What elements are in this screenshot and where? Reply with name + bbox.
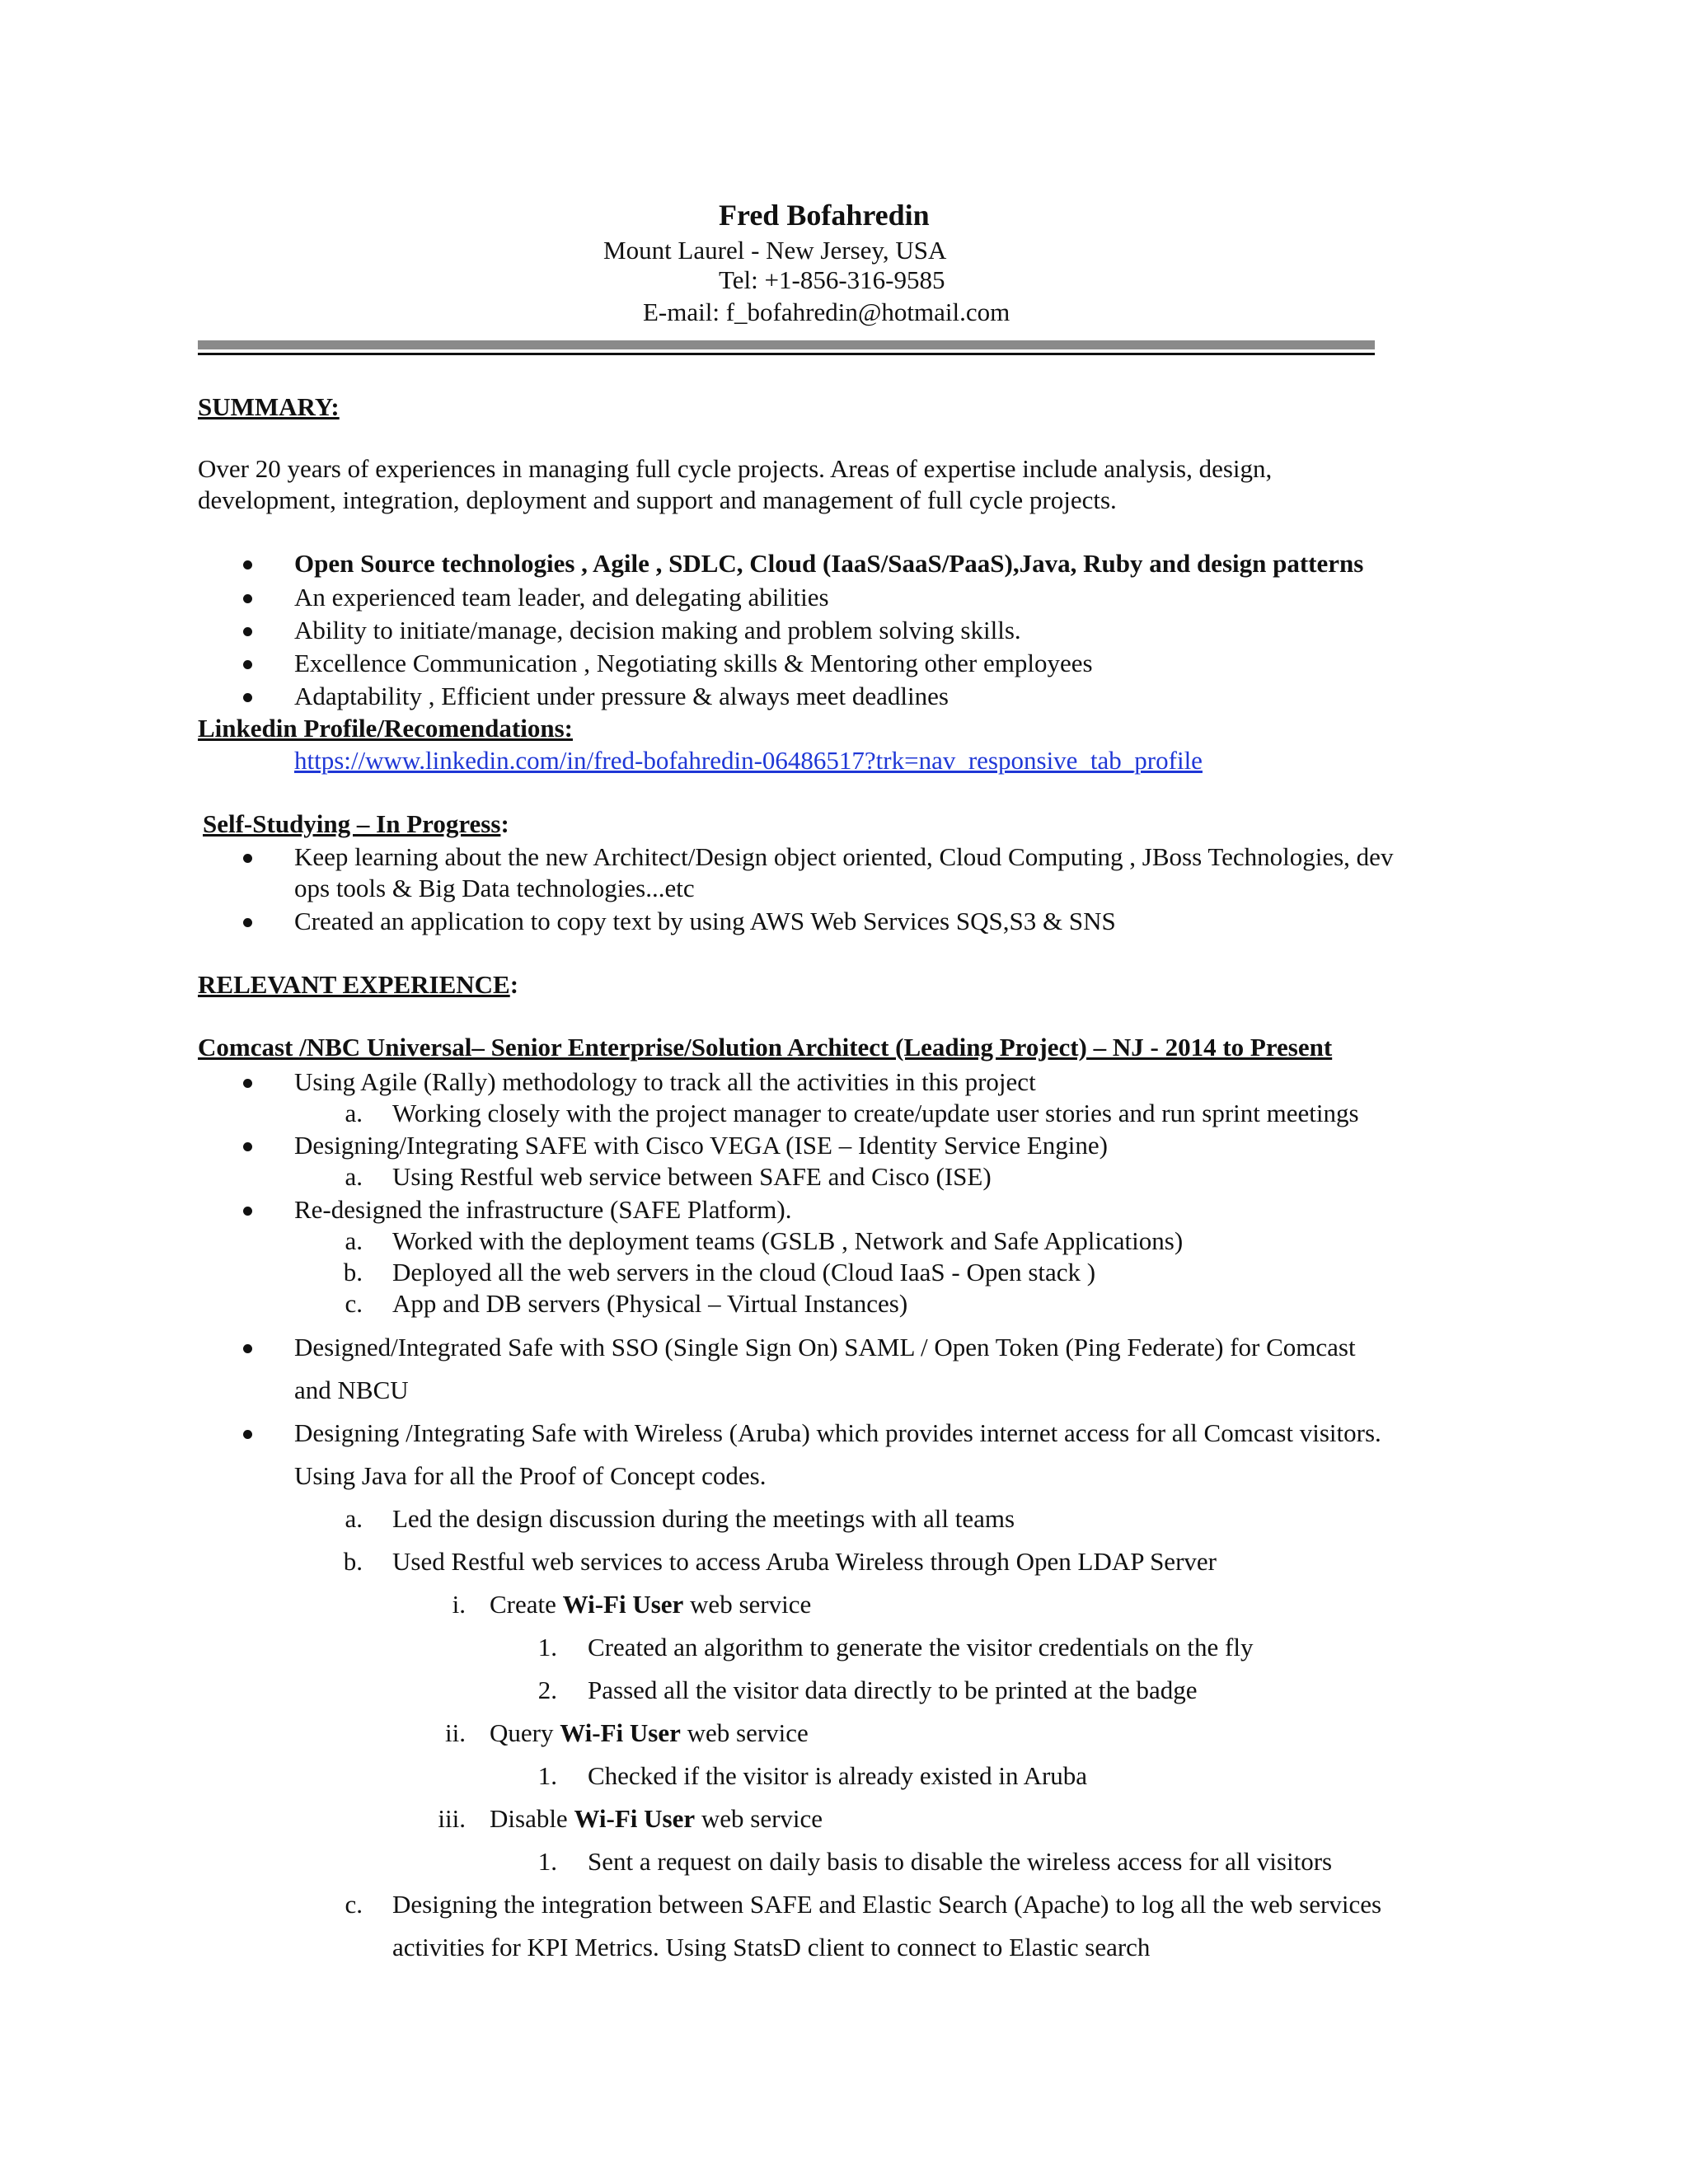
list-marker: b. [343,1547,363,1576]
bullet-dot [243,627,252,636]
experience-subitem: Worked with the deployment teams (GSLB , Network and Safe Applications) [392,1226,1184,1255]
list-marker: i. [452,1590,466,1619]
job-title: Comcast /NBC Universal– Senior Enterprise/Solution Architect (Leading Project) – NJ - 2014 to Present [198,1033,1333,1062]
bullet-dot [243,560,252,569]
service-verb: Query [490,1718,560,1747]
summary-heading: SUMMARY: [198,392,340,421]
experience-detail: Sent a request on daily basis to disable the wireless access for all visitors [588,1847,1333,1876]
self-study-heading [203,809,509,839]
experience-bullet: Using Agile (Rally) methodology to track all the activities in this project [294,1067,1036,1096]
experience-heading-colon: : [509,970,519,999]
experience-heading [198,970,518,1000]
service-suffix: web service [683,1590,812,1619]
linkedin-heading: Linkedin Profile/Recomendations: [198,714,573,743]
self-study-bullet-line2: ops tools & Big Data technologies...etc [294,874,695,902]
experience-subsubitem [490,1590,811,1619]
experience-subitem: Deployed all the web servers in the cloud (Cloud IaaS - Open stack ) [392,1258,1096,1286]
experience-subitem-line1: Designing the integration between SAFE and Elastic Search (Apache) to log all the web services [392,1890,1382,1919]
list-marker: a. [345,1099,363,1127]
bullet-dot [243,1344,252,1353]
summary-bullet: Ability to initiate/manage, decision making and problem solving skills. [294,616,1021,644]
self-study-bullet-line1: Keep learning about the new Architect/Design object oriented, Cloud Computing , JBoss Technologies, dev [294,842,1394,871]
list-marker: 1. [537,1761,557,1790]
experience-bullet-line1: Designed/Integrated Safe with SSO (Single Sign On) SAML / Open Token (Ping Federate) for Comcast [294,1333,1356,1361]
candidate-email: E-mail: f_bofahredin@hotmail.com [643,298,1010,326]
experience-subsubitem [490,1804,823,1834]
list-marker: b. [343,1258,363,1286]
list-marker: a. [345,1504,363,1533]
experience-detail: Created an algorithm to generate the visitor credentials on the fly [588,1633,1254,1661]
summary-bullet: Adaptability , Efficient under pressure & always meet deadlines [294,682,949,710]
bullet-dot [243,594,252,603]
summary-bullet: An experienced team leader, and delegating abilities [294,583,829,612]
bullet-dot [243,660,252,669]
experience-bullet-line2: Using Java for all the Proof of Concept codes. [294,1461,767,1490]
bullet-dot [243,1430,252,1439]
candidate-location: Mount Laurel - New Jersey, USA [603,236,947,265]
list-marker: a. [345,1226,363,1255]
candidate-name: Fred Bofahredin [719,199,930,232]
summary-bullet: Open Source technologies , Agile , SDLC, Cloud (IaaS/SaaS/PaaS),Java, Ruby and design patterns [294,549,1364,578]
service-name: Wi-Fi User [560,1718,681,1747]
bullet-dot [243,1079,252,1088]
bullet-dot [243,1207,252,1216]
list-marker: ii. [445,1718,466,1747]
experience-detail: Passed all the visitor data directly to be printed at the badge [588,1675,1198,1704]
self-study-heading-text: Self-Studying – In Progress [203,809,501,838]
experience-subitem: App and DB servers (Physical – Virtual Instances) [392,1289,908,1318]
bullet-dot [243,1142,252,1151]
list-marker: c. [345,1890,363,1919]
experience-subitem: Led the design discussion during the meetings with all teams [392,1504,1015,1533]
header-divider-thick [198,340,1375,349]
service-verb: Disable [490,1804,574,1833]
experience-subitem-line2: activities for KPI Metrics. Using StatsD client to connect to Elastic search [392,1933,1151,1961]
experience-subitem: Using Restful web service between SAFE and Cisco (ISE) [392,1162,992,1191]
experience-detail: Checked if the visitor is already existed in Aruba [588,1761,1088,1790]
experience-subitem: Working closely with the project manager to create/update user stories and run sprint meetings [392,1099,1359,1127]
list-marker: 2. [537,1675,557,1704]
service-verb: Create [490,1590,563,1619]
summary-paragraph-line1: Over 20 years of experiences in managing full cycle projects. Areas of expertise include analysis, design, [198,454,1273,483]
service-suffix: web service [695,1804,823,1833]
service-name: Wi-Fi User [562,1590,684,1619]
header-divider-thin [198,353,1375,355]
experience-bullet: Re-designed the infrastructure (SAFE Platform). [294,1195,792,1224]
candidate-phone: Tel: +1-856-316-9585 [719,265,945,294]
experience-subitem: Used Restful web services to access Aruba Wireless through Open LDAP Server [392,1547,1217,1576]
summary-paragraph-line2: development, integration, deployment and support and management of full cycle projects. [198,485,1117,514]
experience-subsubitem [490,1718,809,1748]
experience-bullet-line2: and NBCU [294,1376,409,1404]
bullet-dot [243,693,252,702]
list-marker: a. [345,1162,363,1191]
experience-bullet: Designing/Integrating SAFE with Cisco VEGA (ISE – Identity Service Engine) [294,1131,1108,1160]
list-marker: c. [345,1289,363,1318]
experience-bullet-line1: Designing /Integrating Safe with Wireless (Aruba) which provides internet access for all Comcast visitors. [294,1418,1381,1447]
list-marker: 1. [537,1633,557,1661]
self-study-bullet: Created an application to copy text by using AWS Web Services SQS,S3 & SNS [294,907,1116,935]
bullet-dot [243,854,252,863]
self-study-heading-colon: : [500,809,509,838]
experience-heading-text: RELEVANT EXPERIENCE [198,970,510,999]
linkedin-profile-link[interactable]: https://www.linkedin.com/in/fred-bofahredin-06486517?trk=nav_responsive_tab_profile [294,746,1203,775]
bullet-dot [243,918,252,927]
list-marker: iii. [438,1804,466,1833]
service-suffix: web service [680,1718,809,1747]
list-marker: 1. [537,1847,557,1876]
summary-bullet: Excellence Communication , Negotiating skills & Mentoring other employees [294,649,1093,677]
service-name: Wi-Fi User [574,1804,696,1833]
